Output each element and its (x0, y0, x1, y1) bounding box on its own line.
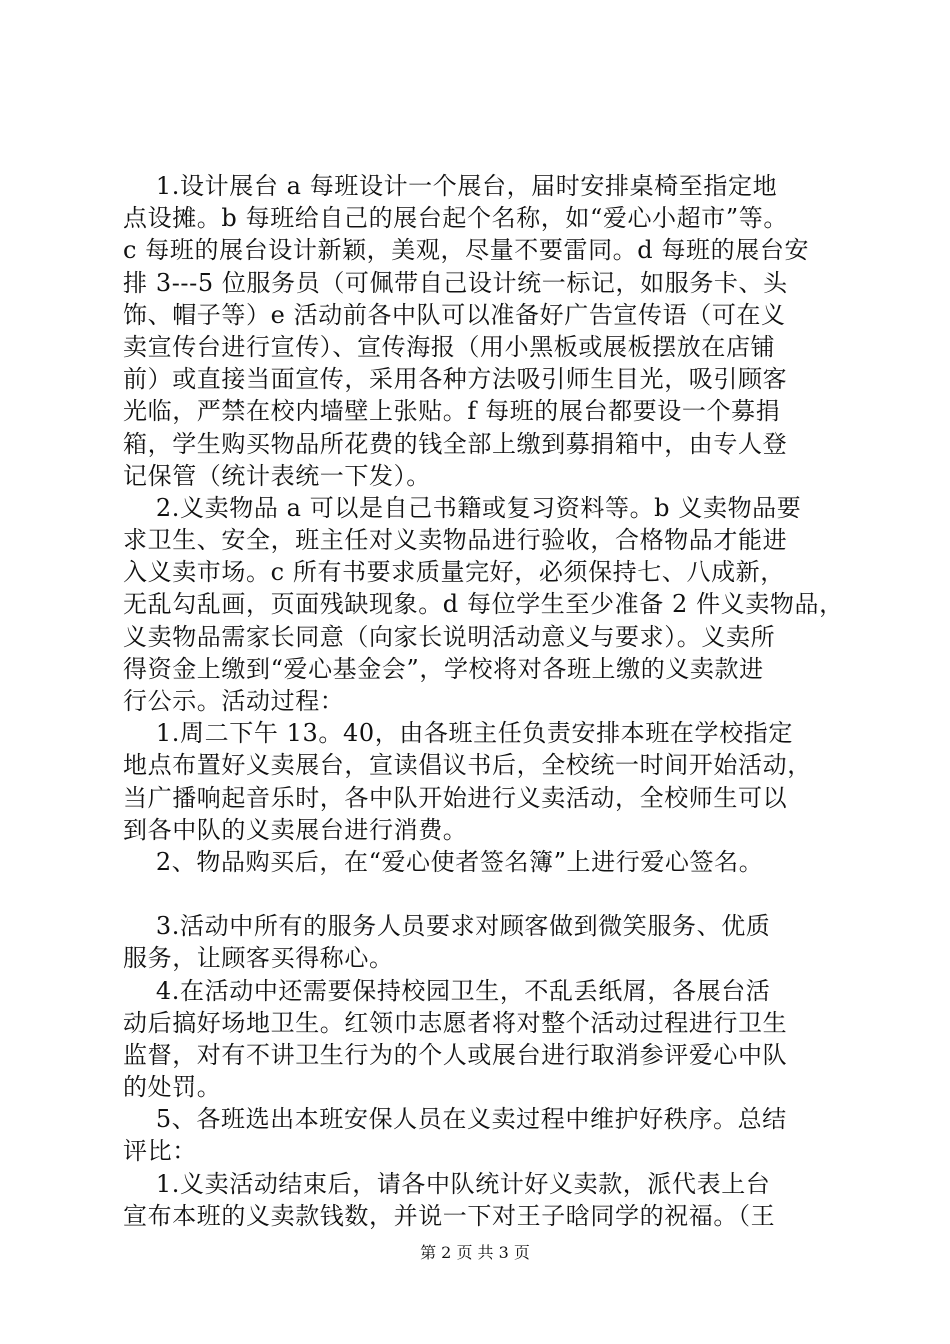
text-line: 1.周二下午 13。40，由各班主任负责安排本班在学校指定 (123, 719, 793, 748)
text-line: 排 3---5 位服务员（可佩带自己设计统一标记，如服务卡、头 (123, 268, 788, 297)
text-line: 服务，让顾客买得称心。 (123, 944, 394, 973)
text-line: 入义卖市场。c 所有书要求质量完好，必须保持七、八成新， (123, 558, 785, 587)
text-line: 到各中队的义卖展台进行消费。 (123, 815, 468, 844)
text-line: 评比： (123, 1137, 197, 1166)
text-line: 1.义卖活动结束后，请各中队统计好义卖款，派代表上台 (123, 1169, 771, 1198)
text-line: 义卖物品需家长同意（向家长说明活动意义与要求）。义卖所 (123, 622, 776, 651)
text-line: 2.义卖物品 a 可以是自己书籍或复习资料等。b 义卖物品要 (123, 493, 802, 522)
text-line: 饰、帽子等）e 活动前各中队可以准备好广告宣传语（可在义 (123, 300, 786, 329)
text-line: 箱，学生购买物品所花费的钱全部上缴到募捐箱中，由专人登 (123, 429, 788, 458)
text-line: 点设摊。b 每班给自己的展台起个名称，如“爱心小超市”等。 (123, 204, 788, 233)
text-line: 动后搞好场地卫生。红领巾志愿者将对整个活动过程进行卫生 (123, 1008, 788, 1037)
text-line: 5、各班选出本班安保人员在义卖过程中维护好秩序。总结 (123, 1105, 787, 1134)
text-line: 得资金上缴到“爱心基金会”，学校将对各班上缴的义卖款进 (123, 654, 764, 683)
text-line: 当广播响起音乐时，各中队开始进行义卖活动，全校师生可以 (123, 783, 788, 812)
document-body (123, 170, 844, 1232)
text-line: 行公示。活动过程： (123, 687, 345, 715)
text-line: 的处罚。 (123, 1073, 222, 1102)
text-line: c 每班的展台设计新颖，美观，尽量不要雷同。d 每班的展台安 (123, 236, 810, 265)
text-block-first (123, 170, 844, 878)
text-line: 2、物品购买后，在“爱心使者签名簿”上进行爱心签名。 (123, 847, 764, 876)
text-line: 3.活动中所有的服务人员要求对顾客做到微笑服务、优质 (123, 912, 771, 941)
paragraph-gap (123, 878, 835, 910)
text-line: 记保管（统计表统一下发）。 (123, 461, 431, 490)
text-line: 卖宣传台进行宣传）、宣传海报（用小黑板或展板摆放在店铺 (123, 332, 776, 361)
text-line: 前）或直接当面宣传，采用各种方法吸引师生目光，吸引顾客 (123, 365, 788, 394)
text-line: 地点布置好义卖展台，宣读倡议书后，全校统一时间开始活动， (123, 751, 812, 780)
text-line: 求卫生、安全，班主任对义卖物品进行验收，合格物品才能进 (123, 526, 788, 555)
text-line: 无乱勾乱画，页面残缺现象。d 每位学生至少准备 2 件义卖物品， (123, 590, 844, 619)
text-line: 4.在活动中还需要保持校园卫生，不乱丢纸屑，各展台活 (123, 976, 771, 1005)
text-line: 宣布本班的义卖款钱数，并说一下对王子晗同学的祝福。（王 (123, 1201, 776, 1230)
text-line: 光临，严禁在校内墙壁上张贴。f 每班的展台都要设一个募捐 (123, 397, 781, 426)
text-block-second (123, 910, 835, 1232)
text-line: 监督，对有不讲卫生行为的个人或展台进行取消参评爱心中队 (123, 1040, 788, 1069)
page-footer: 第 2 页 共 3 页 (420, 1243, 530, 1262)
text-line: 1.设计展台 a 每班设计一个展台，届时安排桌椅至指定地 (123, 172, 778, 200)
